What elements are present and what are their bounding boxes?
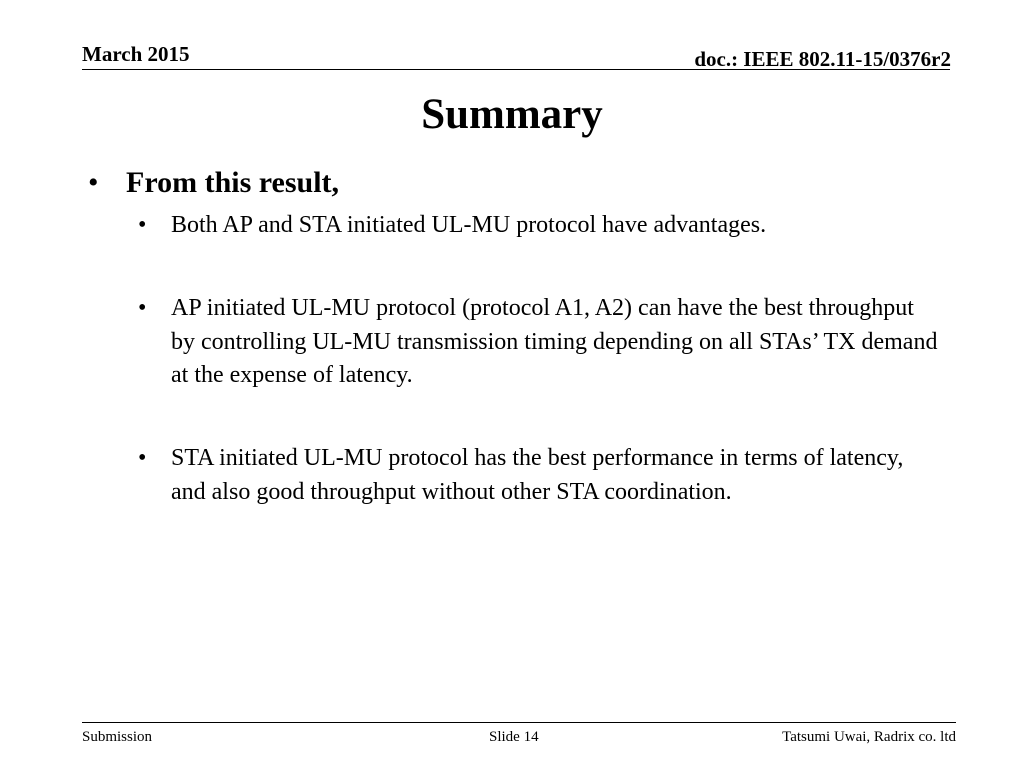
footer-divider: [82, 722, 956, 723]
header-doc-id: doc.: IEEE 802.11-15/0376r2: [694, 47, 951, 71]
header-date: March 2015: [82, 42, 190, 66]
sub-bullet-text: STA initiated UL-MU protocol has the best performance in terms of latency, and also good throughput without other STA coordination.: [171, 445, 904, 505]
slide-title: Summary: [421, 91, 603, 138]
footer-submission: Submission: [82, 729, 153, 745]
footer-author: Tatsumi Uwai, Radrix co. ltd: [782, 729, 956, 745]
bullet-marker: •: [88, 166, 99, 199]
sub-bullet: [138, 292, 938, 393]
bullet-marker: •: [138, 445, 147, 471]
footer-slide-number: Slide 14: [489, 729, 539, 745]
main-bullet-text: From this result,: [126, 166, 340, 199]
sub-bullet: [138, 209, 938, 243]
sub-bullet-text: Both AP and STA initiated UL-MU protocol have advantages.: [171, 212, 767, 238]
bullet-marker: •: [138, 212, 147, 238]
bullet-marker: •: [138, 295, 147, 321]
sub-bullet: [138, 442, 938, 509]
sub-bullet-text: AP initiated UL-MU protocol (protocol A1, A2) can have the best throughput by controlling UL-MU transmission timing depending on all STAs’ TX demand at the expense of latency.: [171, 295, 938, 388]
header-divider: [82, 69, 950, 70]
